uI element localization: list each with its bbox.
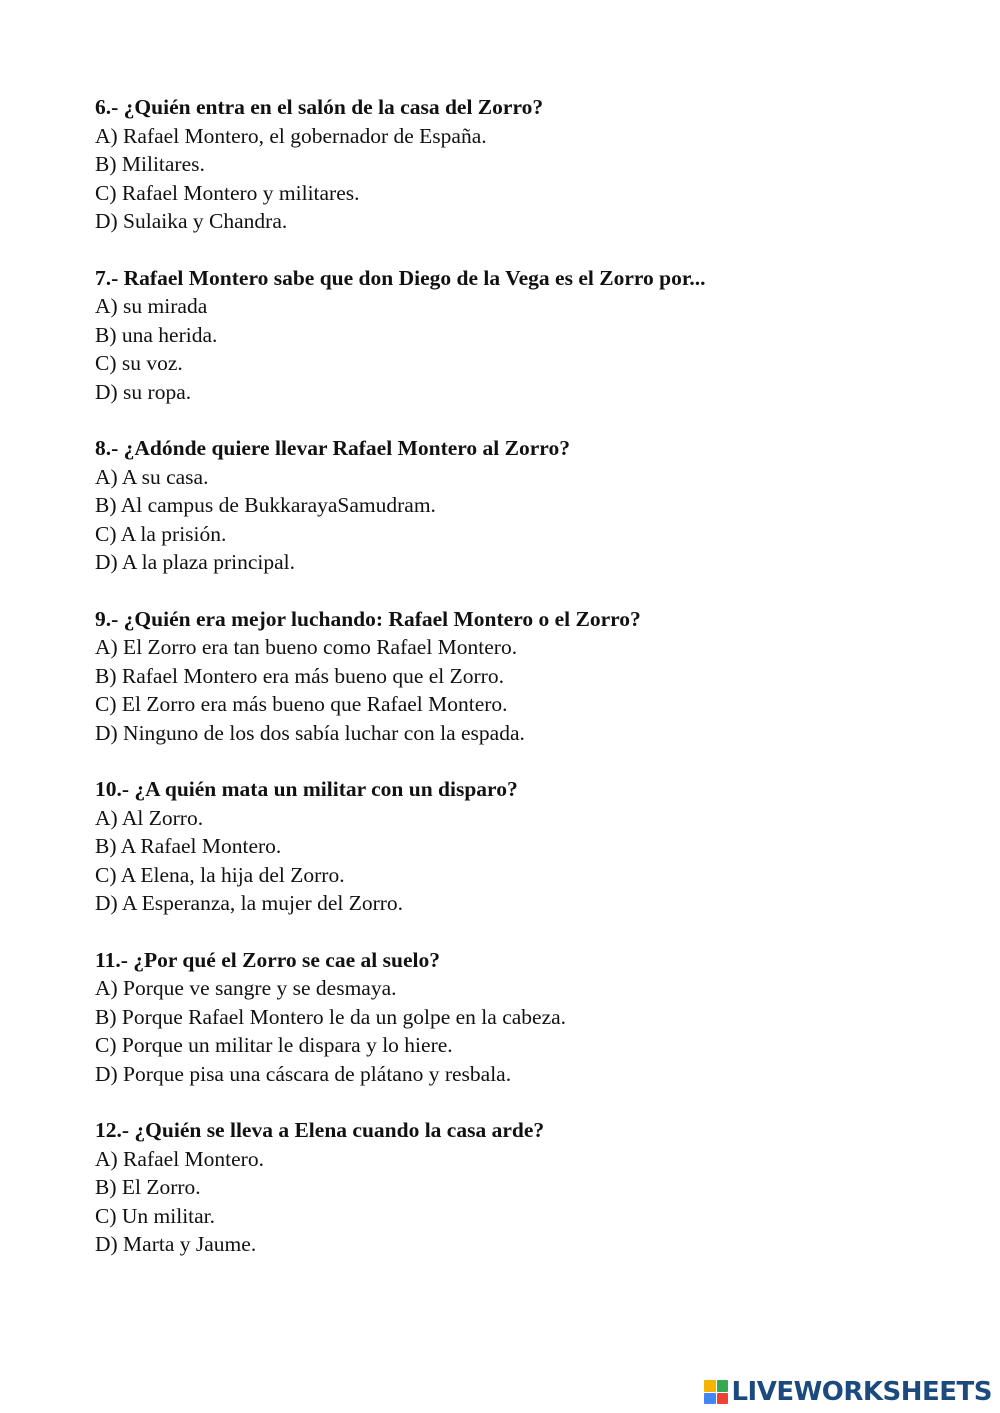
question-7 <box>95 264 955 407</box>
option-d[interactable]: D) A Esperanza, la mujer del Zorro. <box>95 891 404 915</box>
option-a[interactable]: A) Porque ve sangre y se desmaya. <box>95 976 397 1000</box>
watermark-text: LIVEWORKSHEETS <box>731 1377 992 1407</box>
logo-square-4 <box>717 1393 729 1405</box>
question-11 <box>95 946 955 1089</box>
option-a[interactable]: A) A su casa. <box>95 464 209 489</box>
worksheet-page <box>95 93 955 1287</box>
option-b[interactable]: B) una herida. <box>95 322 218 347</box>
question-title: 12.- ¿Quién se lleva a Elena cuando la casa arde? <box>95 1118 545 1142</box>
question-12 <box>95 1116 955 1259</box>
option-a[interactable]: A) su mirada <box>95 294 208 318</box>
option-d[interactable]: D) Sulaika y Chandra. <box>95 209 288 233</box>
option-a[interactable]: A) Rafael Montero. <box>95 1146 264 1171</box>
option-d[interactable]: D) Porque pisa una cáscara de plátano y resbala. <box>95 1061 512 1086</box>
question-6 <box>95 93 955 236</box>
option-c[interactable]: C) A Elena, la hija del Zorro. <box>95 862 345 887</box>
option-b[interactable]: B) Militares. <box>95 152 205 176</box>
liveworksheets-watermark[interactable] <box>704 1377 992 1407</box>
option-c[interactable]: C) A la prisión. <box>95 521 227 546</box>
option-d[interactable]: D) Marta y Jaume. <box>95 1232 257 1256</box>
option-d[interactable]: D) A la plaza principal. <box>95 550 295 574</box>
question-title: 8.- ¿Adónde quiere llevar Rafael Montero al Zorro? <box>95 436 570 460</box>
option-c[interactable]: C) El Zorro era más bueno que Rafael Montero. <box>95 692 508 716</box>
option-a[interactable]: A) Al Zorro. <box>95 805 204 830</box>
question-title: 9.- ¿Quién era mejor luchando: Rafael Montero o el Zorro? <box>95 606 641 631</box>
logo-square-1 <box>704 1380 716 1392</box>
option-b[interactable]: B) Rafael Montero era más bueno que el Zorro. <box>95 663 504 688</box>
option-b[interactable]: B) Al campus de BukkarayaSamudram. <box>95 493 436 517</box>
logo-square-3 <box>704 1393 716 1405</box>
liveworksheets-logo-icon <box>704 1380 728 1404</box>
option-c[interactable]: C) Rafael Montero y militares. <box>95 180 360 205</box>
question-title: 10.- ¿A quién mata un militar con un disparo? <box>95 777 518 801</box>
option-c[interactable]: C) Porque un militar le dispara y lo hiere. <box>95 1033 453 1057</box>
question-9 <box>95 605 955 748</box>
question-8 <box>95 434 955 577</box>
option-c[interactable]: C) su voz. <box>95 351 183 375</box>
option-b[interactable]: B) A Rafael Montero. <box>95 834 282 858</box>
option-b[interactable]: B) Porque Rafael Montero le da un golpe en la cabeza. <box>95 1004 567 1029</box>
option-b[interactable]: B) El Zorro. <box>95 1175 201 1199</box>
option-a[interactable]: A) Rafael Montero, el gobernador de España. <box>95 123 487 148</box>
option-d[interactable]: D) su ropa. <box>95 379 192 404</box>
question-title: 11.- ¿Por qué el Zorro se cae al suelo? <box>95 947 440 972</box>
question-10 <box>95 775 955 918</box>
option-c[interactable]: C) Un militar. <box>95 1203 216 1228</box>
logo-square-2 <box>717 1380 729 1392</box>
option-a[interactable]: A) El Zorro era tan bueno como Rafael Montero. <box>95 635 518 659</box>
question-title: 7.- Rafael Montero sabe que don Diego de la Vega es el Zorro por... <box>95 265 706 290</box>
question-title: 6.- ¿Quién entra en el salón de la casa del Zorro? <box>95 95 544 119</box>
option-d[interactable]: D) Ninguno de los dos sabía luchar con la espada. <box>95 720 525 745</box>
